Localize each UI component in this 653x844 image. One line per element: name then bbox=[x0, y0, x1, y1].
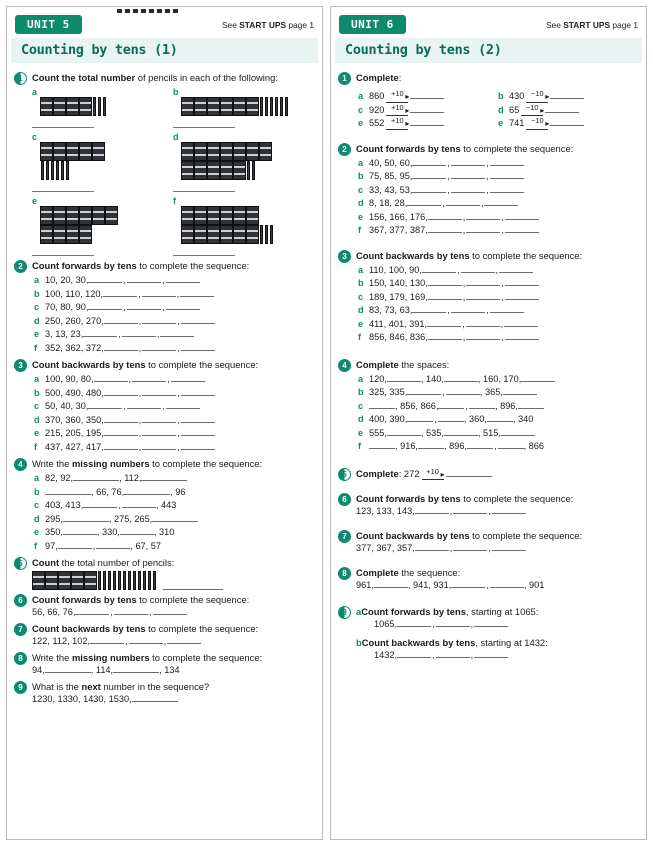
question-number: 7 bbox=[338, 530, 351, 543]
q1-item-e bbox=[32, 196, 173, 256]
question-number: 2 bbox=[14, 260, 27, 273]
answer-blank[interactable] bbox=[453, 542, 487, 551]
question-number: 4 bbox=[338, 359, 351, 372]
answer-blank[interactable] bbox=[104, 427, 138, 436]
list-item: d 250, 260, 270, , , bbox=[34, 315, 314, 329]
list-item: 56, 66, 76, , , bbox=[32, 606, 314, 619]
answer-blank[interactable] bbox=[88, 301, 122, 310]
question-text: Complete the spaces: bbox=[356, 358, 450, 370]
answer-blank[interactable] bbox=[428, 277, 462, 286]
answer-blank[interactable] bbox=[142, 414, 176, 423]
answer-blank[interactable] bbox=[499, 264, 533, 273]
question-text: Count backwards by tens to complete the sequence: bbox=[356, 249, 583, 261]
list-item: b 100, 110, 120, , , bbox=[34, 288, 314, 302]
operation-arrow: $^{+10}$ ▸ bbox=[420, 468, 446, 480]
answer-blank[interactable] bbox=[167, 635, 201, 644]
operation-arrow: $^{+10}$ ▸ bbox=[384, 90, 410, 104]
list-item: e 3, 13, 23, , , bbox=[34, 328, 314, 342]
list-item: b 75, 85, 95, , , bbox=[358, 170, 638, 184]
answer-blank[interactable] bbox=[474, 618, 508, 627]
unit-6-header bbox=[331, 7, 646, 36]
unit-5-column bbox=[6, 6, 323, 840]
answer-blank[interactable] bbox=[104, 387, 138, 396]
answer-blank[interactable] bbox=[415, 505, 449, 514]
question-number: 1 bbox=[14, 72, 27, 85]
question-4 bbox=[7, 455, 322, 554]
answer-line[interactable] bbox=[173, 246, 235, 256]
answer-blank[interactable] bbox=[545, 104, 579, 113]
list-item: c 50, 40, 30, , , bbox=[34, 400, 314, 414]
answer-blank[interactable] bbox=[466, 318, 500, 327]
operation-arrow: $^{+10}$ ▸ bbox=[384, 104, 410, 118]
list-item: e 555, , 535, , 515, bbox=[358, 427, 638, 441]
answer-blank[interactable] bbox=[436, 618, 470, 627]
startups-reference: See START UPS page 1 bbox=[545, 19, 638, 30]
answer-blank[interactable] bbox=[45, 664, 91, 673]
answer-line[interactable] bbox=[173, 118, 235, 128]
answer-blank[interactable] bbox=[490, 579, 524, 588]
question-number: 1 bbox=[338, 72, 351, 85]
answer-blank[interactable] bbox=[466, 224, 500, 233]
unit-5-title-band bbox=[11, 38, 318, 63]
question-number: 6 bbox=[338, 493, 351, 506]
question-7 bbox=[331, 527, 646, 556]
answer-blank[interactable] bbox=[369, 440, 395, 449]
answer-line[interactable] bbox=[32, 246, 94, 256]
question-4 bbox=[331, 356, 646, 455]
list-item: 122, 112, 102, , , bbox=[32, 635, 314, 648]
list-item: f 97, , , 67, 57 bbox=[34, 540, 161, 551]
unit-badge: UNIT 6 bbox=[339, 15, 406, 34]
answer-blank[interactable] bbox=[428, 224, 462, 233]
answer-blank[interactable] bbox=[438, 400, 464, 409]
answer-line[interactable] bbox=[32, 182, 94, 192]
answer-blank[interactable] bbox=[521, 373, 555, 382]
list-item: e 552 $^{+10}$ ▸ bbox=[358, 117, 498, 131]
answer-blank[interactable] bbox=[160, 328, 194, 337]
unit-badge: UNIT 5 bbox=[15, 15, 82, 34]
answer-blank[interactable] bbox=[369, 400, 395, 409]
operation-arrow: $^{-10}$ ▸ bbox=[519, 104, 545, 118]
question-6 bbox=[331, 490, 646, 519]
answer-blank[interactable] bbox=[181, 414, 215, 423]
answer-blank[interactable] bbox=[63, 526, 97, 535]
startups-reference: See START UPS page 1 bbox=[221, 19, 314, 30]
question-text: Complete the sequence: bbox=[356, 566, 461, 578]
answer-blank[interactable] bbox=[83, 328, 117, 337]
answer-blank[interactable] bbox=[75, 606, 109, 615]
answer-blank[interactable] bbox=[412, 184, 446, 193]
question-3 bbox=[331, 247, 646, 346]
answer-blank[interactable] bbox=[171, 373, 205, 382]
answer-blank[interactable] bbox=[181, 342, 215, 351]
question-9 bbox=[7, 678, 322, 707]
list-item: e 741 $^{-10}$ ▸ bbox=[498, 117, 638, 131]
answer-blank[interactable] bbox=[104, 315, 138, 324]
list-item: 94, , 114, , 134 bbox=[32, 665, 180, 675]
answer-blank[interactable] bbox=[90, 635, 124, 644]
list-item: c 33, 43, 53, , , bbox=[358, 184, 638, 198]
answer-blank[interactable] bbox=[127, 274, 161, 283]
question-text: Count forwards by tens to complete the sequence: bbox=[356, 142, 574, 154]
question-text: Write the missing numbers to complete the sequence: bbox=[32, 458, 263, 469]
list-item: 123, 133, 143, , , bbox=[356, 505, 638, 518]
answer-blank[interactable] bbox=[153, 606, 187, 615]
answer-blank[interactable] bbox=[181, 441, 215, 450]
question-1 bbox=[7, 69, 322, 257]
list-item: a 110, 100, 90, , , bbox=[358, 264, 638, 278]
answer-blank[interactable] bbox=[45, 486, 91, 495]
answer-blank[interactable] bbox=[505, 277, 539, 286]
answer-blank[interactable] bbox=[505, 211, 539, 220]
question-1 bbox=[331, 69, 646, 132]
answer-blank[interactable] bbox=[163, 581, 223, 590]
list-item: c , 856, 866, , , 896, bbox=[358, 400, 638, 414]
answer-blank[interactable] bbox=[422, 264, 456, 273]
question-text: Count backwards by tens to complete the sequence: bbox=[32, 359, 259, 370]
list-item: c 70, 80, 90, , , bbox=[34, 301, 314, 315]
item-label: a bbox=[32, 87, 38, 97]
answer-blank[interactable] bbox=[181, 315, 215, 324]
answer-blank[interactable] bbox=[451, 157, 485, 166]
question-2 bbox=[7, 257, 322, 356]
question-text: Complete: bbox=[356, 72, 402, 83]
question-text: Count forwards by tens to complete the sequence: bbox=[356, 492, 574, 504]
answer-blank[interactable] bbox=[428, 291, 462, 300]
pencil-group bbox=[32, 571, 314, 590]
answer-blank[interactable] bbox=[453, 505, 487, 514]
crop-marks bbox=[117, 9, 178, 13]
answer-blank[interactable] bbox=[466, 277, 500, 286]
question-number: 4 bbox=[14, 458, 27, 471]
list-item: a 860 $^{+10}$ ▸ bbox=[358, 90, 498, 104]
list-item: e 411, 401, 391, , , bbox=[358, 318, 638, 332]
page-title: Counting by tens (2) bbox=[345, 42, 502, 58]
list-item: d 400, 390, , , 360, , 340 bbox=[358, 414, 534, 424]
answer-blank[interactable] bbox=[504, 318, 538, 327]
list-item: b 150, 140, 130, , , bbox=[358, 277, 638, 291]
question-5 bbox=[331, 465, 646, 482]
list-item: a 82, 92, , 112, bbox=[34, 472, 314, 486]
answer-blank[interactable] bbox=[461, 264, 495, 273]
list-item: e 156, 166, 176, , , bbox=[358, 211, 638, 225]
answer-blank[interactable] bbox=[407, 413, 433, 422]
answer-blank[interactable] bbox=[73, 472, 119, 481]
list-item: c 403, 413, , , 443 bbox=[34, 500, 177, 510]
answer-blank[interactable] bbox=[63, 513, 109, 522]
answer-blank[interactable] bbox=[88, 400, 122, 409]
answer-blank[interactable] bbox=[103, 288, 137, 297]
item-label: d bbox=[173, 132, 179, 142]
list-item: d 8, 18, 28, , , bbox=[358, 197, 638, 211]
page-title: Counting by tens (1) bbox=[21, 42, 178, 58]
question-number: 9 bbox=[338, 606, 351, 619]
answer-blank[interactable] bbox=[132, 373, 166, 382]
answer-blank[interactable] bbox=[166, 274, 200, 283]
answer-blank[interactable] bbox=[550, 90, 584, 99]
list-item: f 437, 427, 417, , , bbox=[34, 441, 314, 455]
question-number: 7 bbox=[14, 623, 27, 636]
answer-blank[interactable] bbox=[94, 373, 128, 382]
answer-blank[interactable] bbox=[466, 331, 500, 340]
answer-blank[interactable] bbox=[181, 427, 215, 436]
question-text: Count the total number of pencils: bbox=[32, 557, 175, 568]
answer-blank[interactable] bbox=[446, 468, 492, 477]
question-text: Count backwards by tens to complete the sequence: bbox=[32, 623, 259, 634]
question-text: Complete: 272 $^{+10}$ ▸ bbox=[356, 468, 638, 480]
answer-blank[interactable] bbox=[374, 579, 408, 588]
question-3 bbox=[7, 356, 322, 455]
answer-blank[interactable] bbox=[474, 649, 508, 658]
answer-blank[interactable] bbox=[427, 318, 461, 327]
question-text: Count the total number of pencils in each of the following: bbox=[32, 72, 278, 83]
answer-blank[interactable] bbox=[505, 224, 539, 233]
answer-blank[interactable] bbox=[487, 413, 513, 422]
answer-blank[interactable] bbox=[466, 291, 500, 300]
answer-blank[interactable] bbox=[120, 526, 154, 535]
item-label: c bbox=[32, 132, 38, 142]
answer-blank[interactable] bbox=[132, 693, 178, 702]
answer-blank[interactable] bbox=[503, 386, 537, 395]
list-item: 1230, 1330, 1430, 1530, bbox=[32, 693, 314, 706]
answer-blank[interactable] bbox=[446, 197, 480, 206]
answer-blank[interactable] bbox=[142, 342, 176, 351]
answer-blank[interactable] bbox=[387, 373, 421, 382]
question-text: Count backwards by tens to complete the sequence: bbox=[356, 529, 583, 541]
question-6 bbox=[7, 591, 322, 620]
answer-blank[interactable] bbox=[418, 440, 444, 449]
answer-blank[interactable] bbox=[410, 117, 444, 126]
item-label: b bbox=[173, 87, 179, 97]
answer-blank[interactable] bbox=[428, 211, 462, 220]
answer-blank[interactable] bbox=[490, 304, 524, 313]
list-item: d 295, , 275, 265, bbox=[34, 513, 314, 527]
answer-blank[interactable] bbox=[142, 387, 176, 396]
list-item: b 325, 335, , , 365, bbox=[358, 386, 638, 400]
list-item: f 352, 362, 372, , , bbox=[34, 342, 314, 356]
answer-blank[interactable] bbox=[142, 315, 176, 324]
question-2 bbox=[331, 140, 646, 239]
question-text: Count forwards by tens to complete the sequence: bbox=[32, 594, 250, 605]
q1-item-a bbox=[32, 87, 173, 128]
question-number: 5 bbox=[338, 468, 351, 481]
answer-blank[interactable] bbox=[129, 635, 163, 644]
question-number: 8 bbox=[338, 567, 351, 580]
list-item: b 500, 490, 480, , , bbox=[34, 387, 314, 401]
question-number: 8 bbox=[14, 652, 27, 665]
answer-blank[interactable] bbox=[484, 197, 518, 206]
answer-blank[interactable] bbox=[58, 540, 92, 549]
list-item: d 370, 360, 350, , , bbox=[34, 414, 314, 428]
q1-item-f bbox=[173, 196, 314, 256]
question-text: What is the next number in the sequence? bbox=[32, 681, 210, 692]
answer-blank[interactable] bbox=[142, 427, 176, 436]
answer-blank[interactable] bbox=[412, 157, 446, 166]
answer-blank[interactable] bbox=[122, 499, 156, 508]
answer-blank[interactable] bbox=[141, 472, 187, 481]
answer-blank[interactable] bbox=[467, 440, 493, 449]
answer-blank[interactable] bbox=[466, 211, 500, 220]
list-item: a 40, 50, 60, , , bbox=[358, 157, 638, 171]
list-item: f 856, 846, 836, , , bbox=[358, 331, 638, 345]
answer-blank[interactable] bbox=[397, 649, 431, 658]
answer-blank[interactable] bbox=[469, 400, 495, 409]
question-8 bbox=[331, 564, 646, 593]
question-9 bbox=[331, 603, 646, 663]
answer-blank[interactable] bbox=[397, 618, 431, 627]
answer-blank[interactable] bbox=[412, 170, 446, 179]
question-text-a: aCount forwards by tens, starting at 1065: bbox=[356, 605, 539, 617]
question-number: 5 bbox=[14, 557, 27, 570]
answer-blank[interactable] bbox=[83, 499, 117, 508]
answer-blank[interactable] bbox=[127, 400, 161, 409]
answer-blank[interactable] bbox=[498, 440, 524, 449]
answer-blank[interactable] bbox=[410, 90, 444, 99]
answer-blank[interactable] bbox=[96, 540, 130, 549]
operation-arrow: $^{+10}$ ▸ bbox=[384, 117, 410, 131]
q1-item-b bbox=[173, 87, 314, 128]
question-5 bbox=[7, 554, 322, 591]
answer-blank[interactable] bbox=[490, 170, 524, 179]
unit-6-title-band bbox=[335, 38, 642, 63]
question-7 bbox=[7, 620, 322, 649]
answer-blank[interactable] bbox=[490, 184, 524, 193]
answer-blank[interactable] bbox=[124, 486, 170, 495]
question-text: Write the missing numbers to complete the sequence: bbox=[32, 652, 263, 663]
list-item: a 120, , 140, , 160, 170, bbox=[358, 373, 638, 387]
list-item: c 920 $^{+10}$ ▸ bbox=[358, 104, 498, 118]
question-number: 6 bbox=[14, 594, 27, 607]
question-8 bbox=[7, 649, 322, 678]
question-number: 3 bbox=[14, 359, 27, 372]
list-item: f 367, 377, 387, , , bbox=[358, 224, 638, 238]
answer-blank[interactable] bbox=[410, 104, 444, 113]
answer-blank[interactable] bbox=[492, 505, 526, 514]
question-number: 2 bbox=[338, 143, 351, 156]
list-item: d 65 $^{-10}$ ▸ bbox=[498, 104, 638, 118]
answer-blank[interactable] bbox=[166, 400, 200, 409]
answer-blank[interactable] bbox=[104, 414, 138, 423]
answer-blank[interactable] bbox=[387, 427, 421, 436]
operation-arrow: $^{-10}$ ▸ bbox=[524, 117, 550, 131]
answer-blank[interactable] bbox=[152, 513, 198, 522]
answer-blank[interactable] bbox=[166, 301, 200, 310]
answer-blank[interactable] bbox=[415, 542, 449, 551]
q1-item-d bbox=[173, 132, 314, 192]
list-item: 961, , 941, 931, , , 901 bbox=[356, 579, 545, 590]
list-item: 1432, , , bbox=[356, 649, 638, 662]
list-item: a 10, 20, 30, , , bbox=[34, 274, 314, 288]
operation-arrow: $^{-10}$ ▸ bbox=[524, 90, 550, 104]
answer-blank[interactable] bbox=[407, 197, 441, 206]
q1-item-c bbox=[32, 132, 173, 192]
item-label: f bbox=[173, 196, 176, 206]
answer-blank[interactable] bbox=[428, 331, 462, 340]
answer-blank[interactable] bbox=[436, 649, 470, 658]
answer-blank[interactable] bbox=[142, 441, 176, 450]
answer-blank[interactable] bbox=[127, 301, 161, 310]
answer-blank[interactable] bbox=[451, 304, 485, 313]
answer-blank[interactable] bbox=[550, 117, 584, 126]
answer-line[interactable] bbox=[173, 182, 235, 192]
question-text: Count forwards by tens to complete the sequence: bbox=[32, 260, 250, 271]
answer-blank[interactable] bbox=[444, 373, 478, 382]
answer-blank[interactable] bbox=[518, 400, 544, 409]
list-item: 377, 367, 357, , , bbox=[356, 542, 638, 555]
list-item: b 430 $^{-10}$ ▸ bbox=[498, 90, 638, 104]
answer-blank[interactable] bbox=[438, 413, 464, 422]
answer-blank[interactable] bbox=[451, 579, 485, 588]
list-item: f , 916, , 896, , , 866 bbox=[358, 441, 544, 451]
question-number: 9 bbox=[14, 681, 27, 694]
answer-blank[interactable] bbox=[88, 274, 122, 283]
question-text-b: bCount backwards by tens, starting at 1432: bbox=[356, 636, 548, 648]
list-item: e 215, 205, 195, , , bbox=[34, 427, 314, 441]
answer-blank[interactable] bbox=[180, 288, 214, 297]
list-item: c 189, 179, 169, , , bbox=[358, 291, 638, 305]
answer-blank[interactable] bbox=[451, 170, 485, 179]
unit-6-column bbox=[330, 6, 647, 840]
item-label: e bbox=[32, 196, 38, 206]
answer-blank[interactable] bbox=[451, 184, 485, 193]
answer-blank[interactable] bbox=[181, 387, 215, 396]
list-item: d 83, 73, 63, , , bbox=[358, 304, 638, 318]
list-item: 1065, , , bbox=[356, 618, 638, 631]
question-number: 3 bbox=[338, 250, 351, 263]
answer-blank[interactable] bbox=[490, 157, 524, 166]
answer-line[interactable] bbox=[32, 118, 94, 128]
answer-blank[interactable] bbox=[104, 441, 138, 450]
answer-blank[interactable] bbox=[444, 427, 478, 436]
answer-blank[interactable] bbox=[446, 386, 480, 395]
answer-blank[interactable] bbox=[501, 427, 535, 436]
answer-blank[interactable] bbox=[104, 342, 138, 351]
answer-blank[interactable] bbox=[113, 664, 159, 673]
answer-blank[interactable] bbox=[114, 606, 148, 615]
list-item: e 350, , 330, , 310 bbox=[34, 527, 175, 537]
answer-blank[interactable] bbox=[407, 386, 441, 395]
list-item: a 100, 90, 80, , , bbox=[34, 373, 314, 387]
answer-blank[interactable] bbox=[142, 288, 176, 297]
list-item: b , 66, 76, , 96 bbox=[34, 486, 186, 497]
answer-blank[interactable] bbox=[505, 331, 539, 340]
answer-blank[interactable] bbox=[122, 328, 156, 337]
answer-blank[interactable] bbox=[412, 304, 446, 313]
answer-blank[interactable] bbox=[505, 291, 539, 300]
answer-blank[interactable] bbox=[492, 542, 526, 551]
